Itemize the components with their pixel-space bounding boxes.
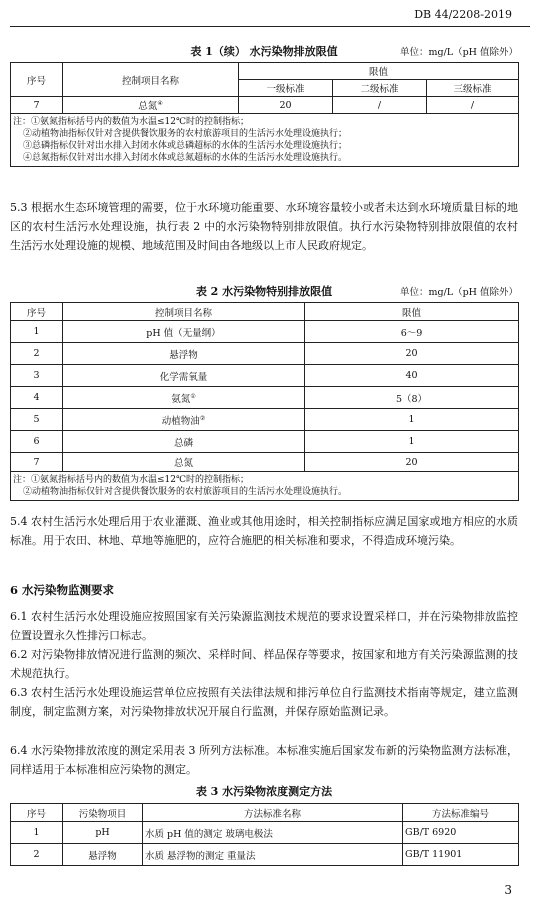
table2-row-7-no: 7 — [11, 453, 63, 472]
table1-title: 表 1（续） 水污染物排放限值 — [190, 45, 338, 58]
table1-note-2: ②动植物油指标仅针对含提供餐饮服务的农村旅游项目的生活污水处理设施执行； — [23, 129, 348, 139]
table2-row-5-no: 5 — [11, 409, 63, 431]
table-row — [11, 365, 519, 387]
table1-row-grade2: / — [333, 97, 427, 114]
table2-row-1-item: pH 值（无量纲） — [63, 321, 305, 343]
table2-row-3-no: 3 — [11, 365, 63, 387]
table1-note-4: ④总氮指标仅针对出水排入封闭水体或总氮超标的水体的生活污水处理设施执行。 — [23, 153, 348, 163]
table3-row-2-item: 悬浮物 — [63, 844, 143, 866]
table2-title: 表 2 水污染物特别排放限值 — [195, 285, 333, 298]
paragraph-6-3: 6.3 农村生活污水处理设施运营单位应按照有关法律法规和排污单位自行监测技术指南等规定，建立监测制度，制定监测方案，对污染物排放状况开展自行监测，并保存原始监测记录。 — [10, 686, 518, 718]
table1-row-grade3: / — [427, 97, 519, 114]
table-row — [11, 343, 519, 365]
table2-caption — [10, 283, 518, 299]
table3 — [10, 803, 519, 866]
table-row — [11, 844, 519, 866]
header-rule — [10, 26, 530, 27]
table2-notes — [11, 472, 519, 501]
table2-header-limit: 限值 — [305, 303, 519, 321]
table-row — [11, 409, 519, 431]
table2-note-2: ②动植物油指标仅针对含提供餐饮服务的农村旅游项目的生活污水处理设施执行。 — [23, 487, 348, 497]
table2-row-4-value: 5（8） — [305, 387, 519, 409]
table3-row-1-item: pH — [63, 822, 143, 844]
table1-row-grade1: 20 — [239, 97, 333, 114]
table-row — [11, 97, 519, 114]
table1-header-no: 序号 — [11, 63, 63, 97]
table3-header-no: 序号 — [11, 804, 63, 822]
table2-row-5-item: 动植物油② — [63, 409, 305, 431]
standard-code: DB 44/2208-2019 — [414, 8, 512, 21]
table1-note-1: 注：①氨氮指标括号内的数值为水温≤12℃时的控制指标； — [13, 117, 250, 127]
table2-row-3-value: 40 — [305, 365, 519, 387]
table3-row-1-code: GB/T 6920 — [403, 822, 519, 844]
table2-unit: 单位：mg/L（pH 值除外） — [400, 287, 518, 298]
table3-row-2-method: 水质 悬浮物的测定 重量法 — [143, 844, 403, 866]
paragraph-6-4: 6.4 水污染物排放浓度的测定采用表 3 所列方法标准。本标准实施后国家发布新的污染物监测方法标准，同样适用于本标准相应污染物的测定。 — [10, 744, 518, 776]
table3-row-2-code: GB/T 11901 — [403, 844, 519, 866]
table3-row-1-method: 水质 pH 值的测定 玻璃电极法 — [143, 822, 403, 844]
table2-row-7-value: 20 — [305, 453, 519, 472]
paragraph-5-4: 5.4 农村生活污水处理后用于农业灌溉、渔业或其他用途时，相关控制指标应满足国家或地方相应的水质标准。用于农田、林地、草地等施肥的，应符合施肥的相关标准和要求，不得造成环境污染。 — [10, 515, 518, 547]
table2-row-1-value: 6～9 — [305, 321, 519, 343]
table1-row-no: 7 — [11, 97, 63, 114]
paragraph-5-3: 5.3 根据水生态环境管理的需要，位于水环境功能重要、水环境容量较小或者未达到水环境质量目标的地区的农村生活污水处理设施，执行表 2 中的水污染物特别排放限值。执行水污染物特别排放限值的农村生活污水处理设施的规模、地域范围及时间由各地级以上市人民政府规定。 — [10, 201, 518, 252]
table-row — [11, 453, 519, 472]
table3-row-2-no: 2 — [11, 844, 63, 866]
paragraph-6-1: 6.1 农村生活污水处理设施应按照国家有关污染源监测技术规范的要求设置采样口，并在污染物排放监控位置设置永久性排污口标志。 — [10, 610, 518, 642]
table1-header-item: 控制项目名称 — [63, 63, 239, 97]
table1-header-grade3: 三级标准 — [427, 80, 519, 97]
table2-row-6-value: 1 — [305, 431, 519, 453]
table1-caption — [10, 43, 518, 59]
table1-header-grade1: 一级标准 — [239, 80, 333, 97]
table2-header-item: 控制项目名称 — [63, 303, 305, 321]
table2-row-6-item: 总磷 — [63, 431, 305, 453]
table3-caption — [10, 783, 518, 799]
table2-row-5-value: 1 — [305, 409, 519, 431]
table2-row-4-item: 氨氮① — [63, 387, 305, 409]
table1-unit: 单位：mg/L（pH 值除外） — [400, 47, 518, 58]
table2-row-1-no: 1 — [11, 321, 63, 343]
table-row — [11, 387, 519, 409]
table1-header-grade2: 二级标准 — [333, 80, 427, 97]
table3-row-1-no: 1 — [11, 822, 63, 844]
table2-row-2-value: 20 — [305, 343, 519, 365]
table2-row-3-item: 化学需氧量 — [63, 365, 305, 387]
table2-row-2-no: 2 — [11, 343, 63, 365]
table3-header-method: 方法标准名称 — [143, 804, 403, 822]
table2-row-4-no: 4 — [11, 387, 63, 409]
table3-header-item: 污染物项目 — [63, 804, 143, 822]
table-row — [11, 431, 519, 453]
table2-note-1: 注：①氨氮指标括号内的数值为水温≤12℃时的控制指标； — [13, 475, 250, 485]
table-row — [11, 321, 519, 343]
table2-row-7-item: 总氮 — [63, 453, 305, 472]
table-row — [11, 822, 519, 844]
table2-row-2-item: 悬浮物 — [63, 343, 305, 365]
table1 — [10, 62, 519, 167]
table3-title: 表 3 水污染物浓度测定方法 — [195, 785, 333, 798]
table1-note-3: ③总磷指标仅针对出水排入封闭水体或总磷超标的水体的生活污水处理设施执行； — [23, 141, 348, 151]
page-number: 3 — [504, 883, 512, 897]
table2-header-no: 序号 — [11, 303, 63, 321]
table1-row-item: 总氮④ — [63, 97, 239, 114]
table1-header-limit: 限值 — [239, 63, 519, 80]
table3-header-code: 方法标准编号 — [403, 804, 519, 822]
table1-notes — [11, 114, 519, 167]
table2 — [10, 302, 519, 501]
paragraph-6-2: 6.2 对污染物排放情况进行监测的频次、采样时间、样品保存等要求，按国家和地方有关污染源监测的技术规范执行。 — [10, 648, 518, 680]
section-6-heading: 6 水污染物监测要求 — [10, 583, 115, 597]
table2-row-6-no: 6 — [11, 431, 63, 453]
